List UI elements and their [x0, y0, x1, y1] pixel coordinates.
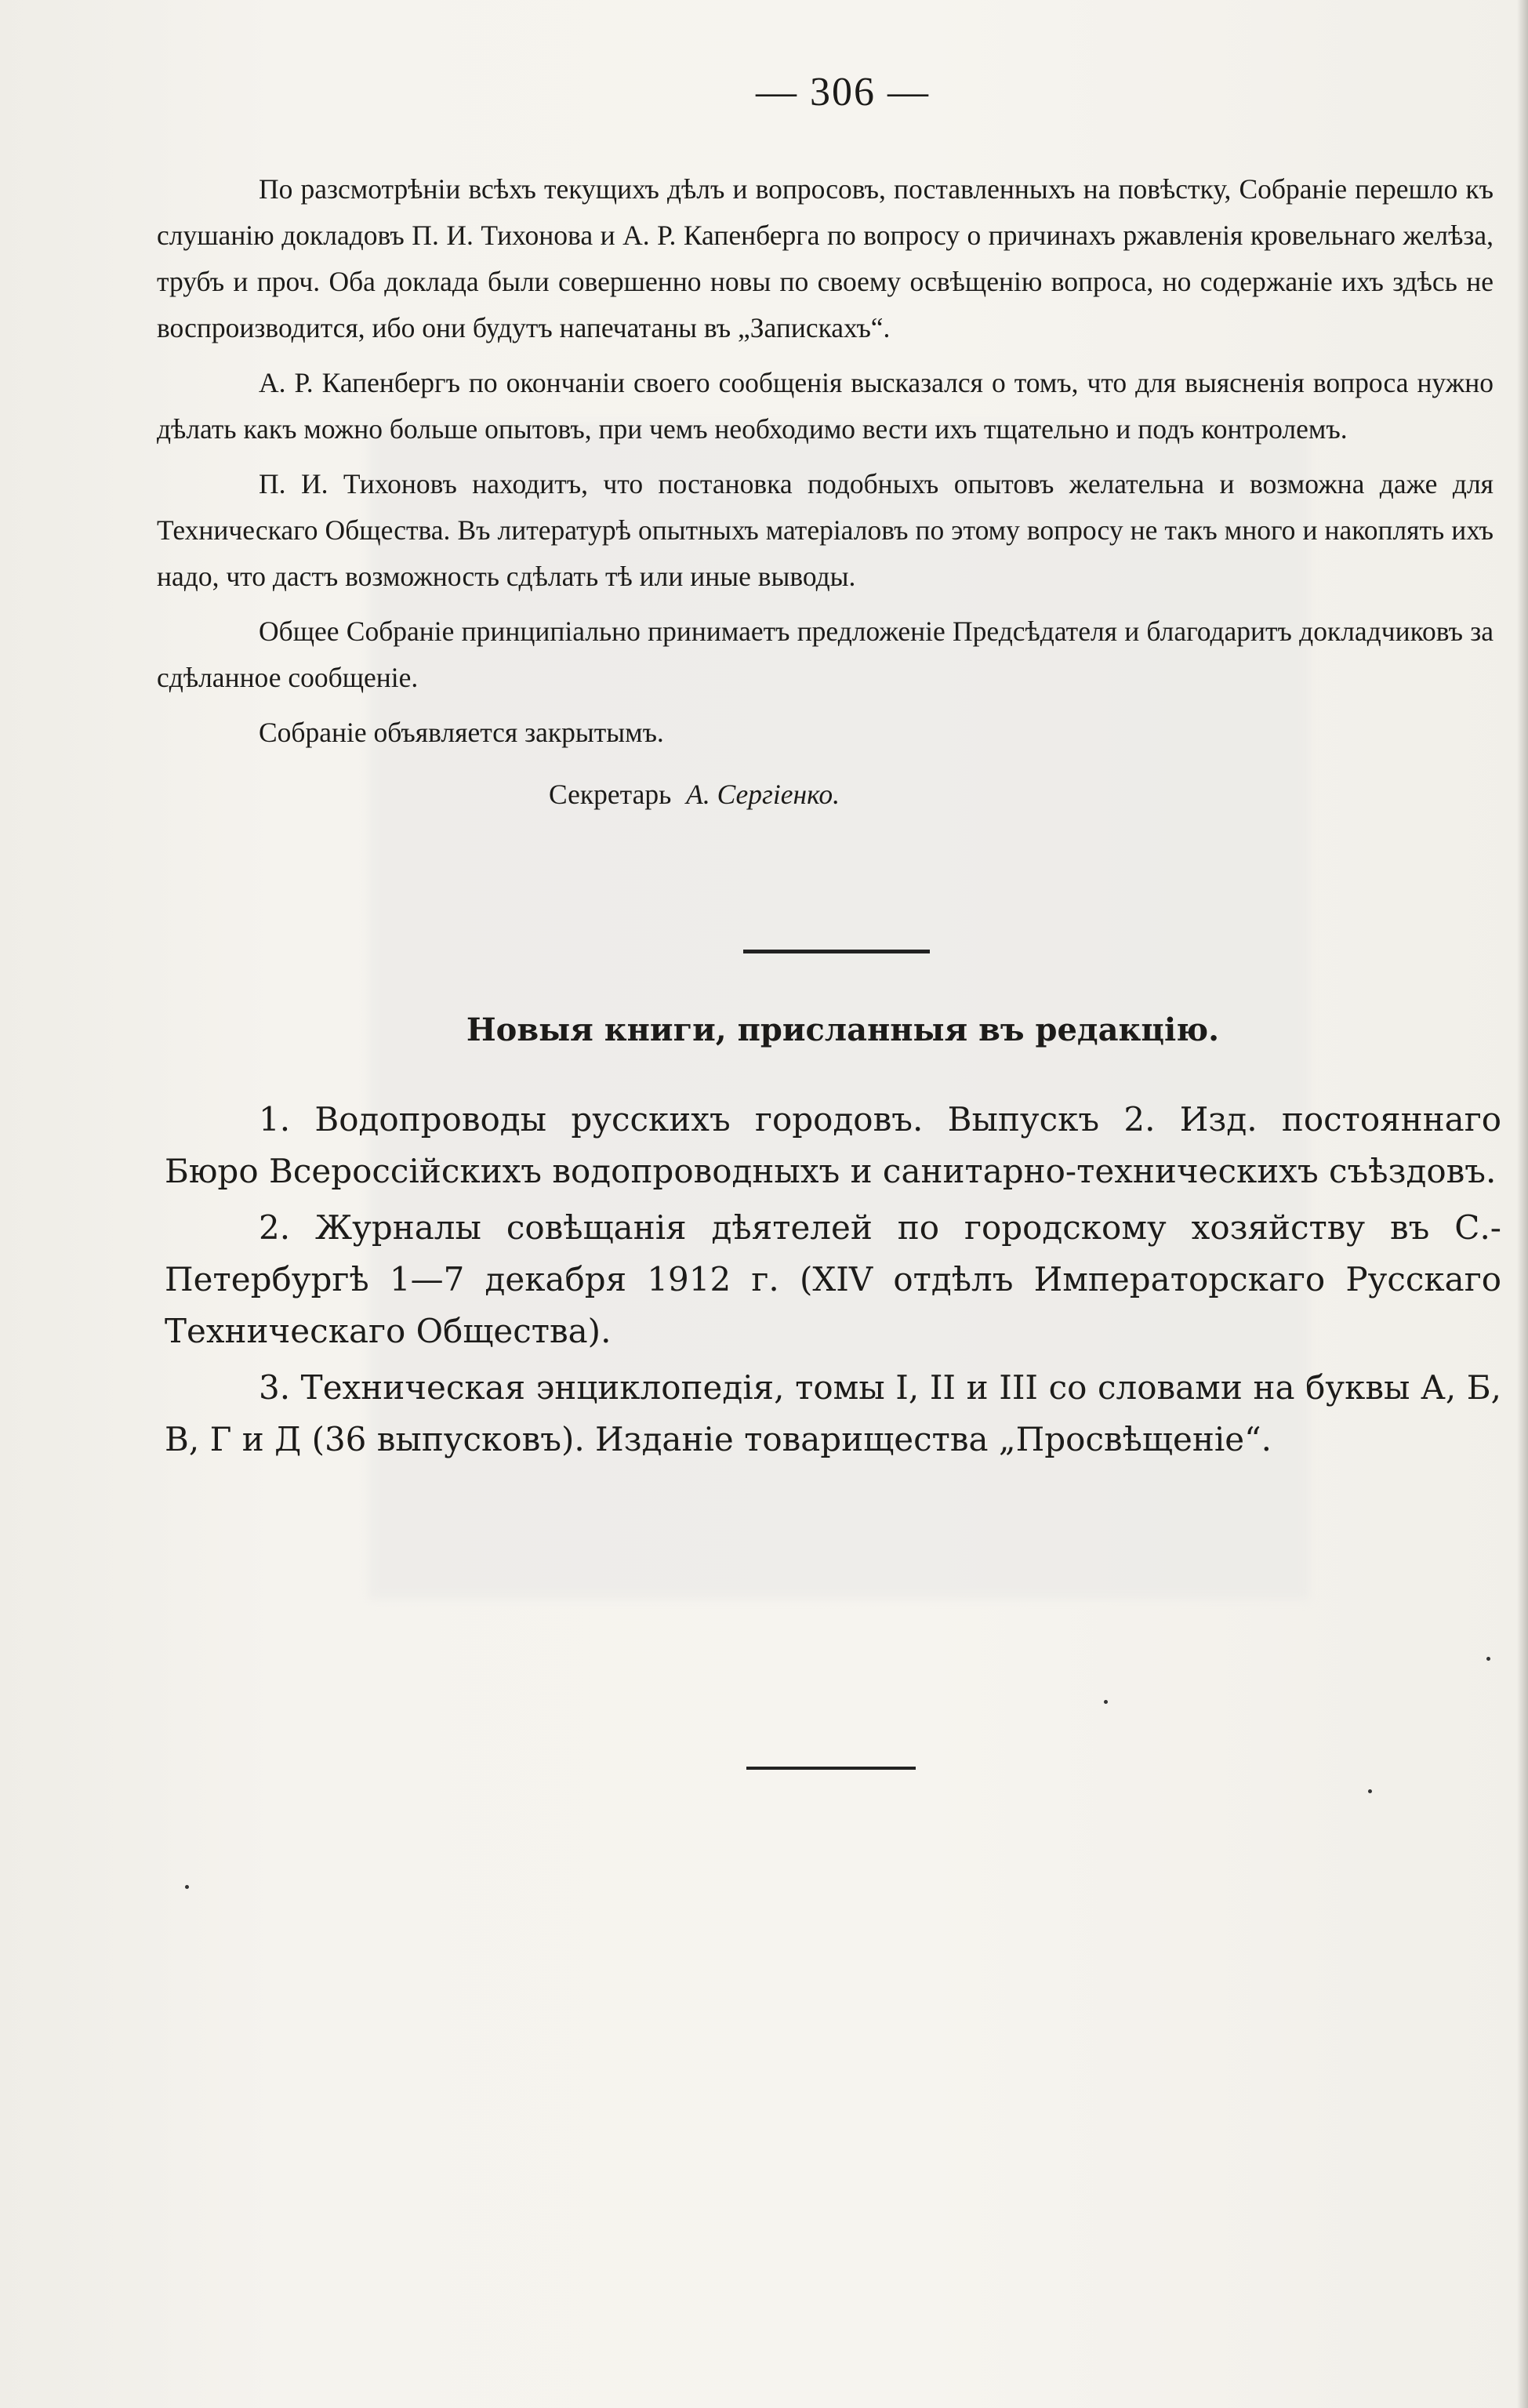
- minutes-paragraph-2: А. Р. Капенбергъ по окончаніи своего сообщенія высказался о томъ, что для выясненія вопроса нужно дѣлать какъ можно больше опытовъ, при чемъ необходимо вести ихъ тщательно и подъ контролемъ.: [157, 367, 1494, 445]
- section-divider-top: [743, 950, 930, 953]
- section-heading: Новыя книги, присланныя въ редакцію.: [466, 1012, 1220, 1048]
- scan-speck: [1486, 1657, 1490, 1661]
- book-entry-1: 1. Водопроводы русскихъ городовъ. Выпускъ 2. Изд. постояннаго Бюро Всероссійскихъ водопроводныхъ и санитарно-техническихъ съѣздовъ.: [165, 1100, 1501, 1190]
- minutes-paragraph-5: Собраніе объявляется закрытымъ.: [259, 717, 664, 748]
- minutes-paragraph-1: По разсмотрѣніи всѣхъ текущихъ дѣлъ и вопросовъ, поставленныхъ на повѣстку, Собраніе перешло къ слушанію докладовъ П. И. Тихонова и А. Р. Капенберга по вопросу о причинахъ ржавленія кровельнаго желѣза, трубъ и проч. Оба доклада были совершенно новы по своему освѣщенію вопроса, но содержаніе ихъ здѣсь не воспроизводится, ибо они будутъ напечатаны въ „Запискахъ“.: [157, 173, 1494, 343]
- book-entry-2: 2. Журналы совѣщанія дѣятелей по городскому хозяйству въ С.-Петербургѣ 1—7 декабря 1912 г. (XIV отдѣлъ Императорскаго Русскаго Техническаго Общества).: [165, 1208, 1501, 1350]
- page-edge-shadow: [1517, 0, 1528, 2408]
- book-entry-3: 3. Техническая энциклопедія, томы I, II и III со словами на буквы А, Б, В, Г и Д (36 выпусковъ). Изданіе товарищества „Просвѣщеніе“.: [165, 1368, 1501, 1458]
- scan-speck: [1368, 1789, 1372, 1793]
- scan-speck: [1104, 1700, 1108, 1704]
- new-books-list: [165, 1094, 1501, 1470]
- meeting-minutes: [157, 166, 1494, 826]
- secretary-signature: [157, 772, 1494, 818]
- page-number: — 306 —: [756, 70, 930, 114]
- signature-role: Секретарь: [549, 779, 672, 810]
- scan-speck: [185, 1885, 189, 1889]
- section-divider-bottom: [746, 1767, 916, 1770]
- signature-name: А. Сергіенко.: [686, 779, 840, 810]
- minutes-paragraph-3: П. И. Тихоновъ находитъ, что постановка подобныхъ опытовъ желательна и возможна даже для Техническаго Общества. Въ литературѣ опытныхъ матеріаловъ по этому вопросу не такъ много и накоплять ихъ надо, что дастъ возможность сдѣлать тѣ или иные выводы.: [157, 468, 1494, 592]
- minutes-paragraph-4: Общее Собраніе принципіально принимаетъ предложеніе Предсѣдателя и благодаритъ докладчиковъ за сдѣланное сообщеніе.: [157, 616, 1494, 693]
